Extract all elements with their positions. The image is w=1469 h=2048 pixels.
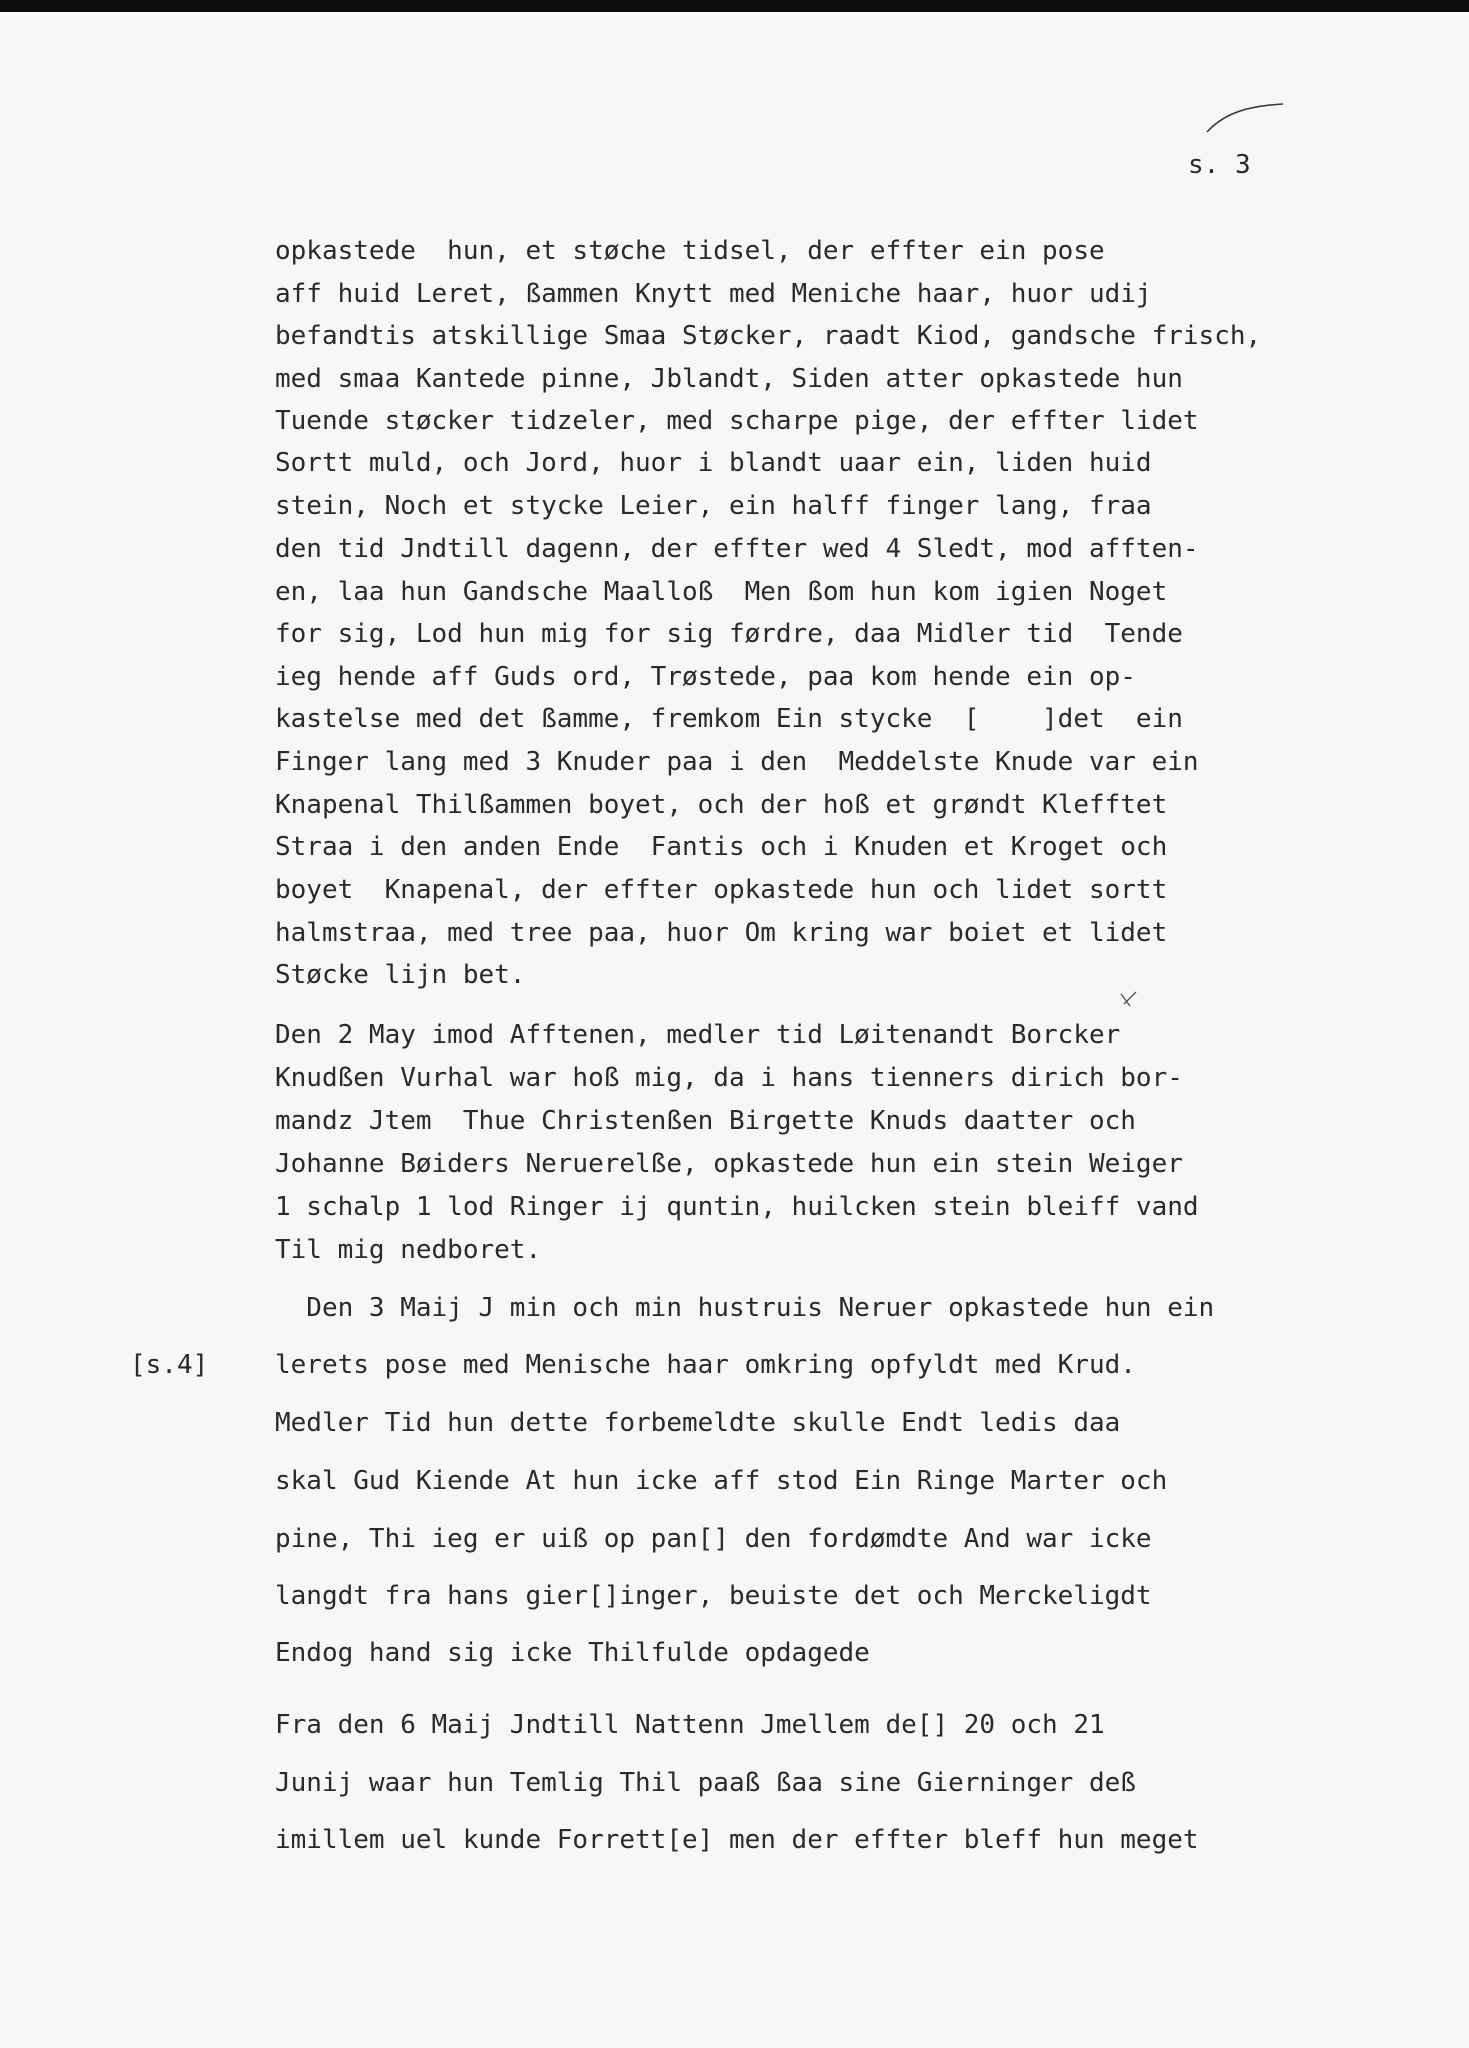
text-line: for sig, Lod hun mig for sig førdre, daa Midler tid Tende	[275, 619, 1183, 649]
text-line: Tuende støcker tidzeler, med scharpe pige, der effter lidet	[275, 406, 1199, 436]
text-line: befandtis atskillige Smaa Støcker, raadt Kiod, gandsche frisch,	[275, 321, 1262, 351]
text-line: Fra den 6 Maij Jndtill Nattenn Jmellem de[] 20 och 21	[275, 1710, 1105, 1740]
text-line: stein, Noch et stycke Leier, ein halff finger lang, fraa	[275, 491, 1152, 521]
text-line: Til mig nedboret.	[275, 1235, 542, 1265]
handwritten-x-mark	[1118, 990, 1140, 1010]
text-line: lerets pose med Menische haar omkring opfyldt med Krud.	[275, 1350, 1136, 1380]
text-line: pine, Thi ieg er uiß op pan[] den fordømdte And war icke	[275, 1524, 1152, 1554]
text-line: den tid Jndtill dagenn, der effter wed 4 Sledt, mod afften-	[275, 534, 1199, 564]
text-line: Støcke lijn bet.	[275, 960, 526, 990]
text-line: kastelse med det ßamme, fremkom Ein stycke [ ]det ein	[275, 704, 1183, 734]
text-line: aff huid Leret, ßammen Knytt med Meniche haar, huor udij	[275, 279, 1152, 309]
text-line: imillem uel kunde Forrett[e] men der effter bleff hun meget	[275, 1825, 1199, 1855]
margin-page-reference: [s.4]	[130, 1350, 209, 1380]
text-line: mandz Jtem Thue Christenßen Birgette Knuds daatter och	[275, 1106, 1136, 1136]
text-line: 1 schalp 1 lod Ringer ij quntin, huilcken stein bleiff vand	[275, 1192, 1199, 1222]
pen-flourish-mark	[1205, 98, 1285, 138]
text-line: Knapenal Thilßammen boyet, och der hoß et grøndt Klefftet	[275, 790, 1168, 820]
text-line: Straa i den anden Ende Fantis och i Knuden et Kroget och	[275, 832, 1168, 862]
text-line: opkastede hun, et støche tidsel, der effter ein pose	[275, 236, 1105, 266]
text-line: halmstraa, med tree paa, huor Om kring war boiet et lidet	[275, 918, 1168, 948]
scan-border	[0, 0, 1469, 12]
text-line: langdt fra hans gier[]inger, beuiste det och Merckeligdt	[275, 1581, 1152, 1611]
text-line: Finger lang med 3 Knuder paa i den Meddelste Knude var ein	[275, 747, 1199, 777]
page-number: s. 3	[1188, 150, 1251, 180]
text-line: skal Gud Kiende At hun icke aff stod Ein Ringe Marter och	[275, 1466, 1168, 1496]
text-line: en, laa hun Gandsche Maalloß Men ßom hun kom igien Noget	[275, 577, 1168, 607]
text-line: Knudßen Vurhal war hoß mig, da i hans tienners dirich bor-	[275, 1063, 1183, 1093]
text-line: Sortt muld, och Jord, huor i blandt uaar ein, liden huid	[275, 448, 1152, 478]
text-line: med smaa Kantede pinne, Jblandt, Siden atter opkastede hun	[275, 364, 1183, 394]
text-line: ieg hende aff Guds ord, Trøstede, paa kom hende ein op-	[275, 662, 1136, 692]
text-line: boyet Knapenal, der effter opkastede hun och lidet sortt	[275, 875, 1168, 905]
text-line: Den 3 Maij J min och min hustruis Neruer opkastede hun ein	[275, 1293, 1215, 1323]
text-line: Johanne Bøiders Neruerelße, opkastede hun ein stein Weiger	[275, 1149, 1183, 1179]
text-line: Medler Tid hun dette forbemeldte skulle Endt ledis daa	[275, 1408, 1121, 1438]
text-line: Junij waar hun Temlig Thil paaß ßaa sine Gierninger deß	[275, 1768, 1136, 1798]
text-line: Den 2 May imod Afftenen, medler tid Løitenandt Borcker	[275, 1020, 1121, 1050]
text-line: Endog hand sig icke Thilfulde opdagede	[275, 1638, 870, 1668]
